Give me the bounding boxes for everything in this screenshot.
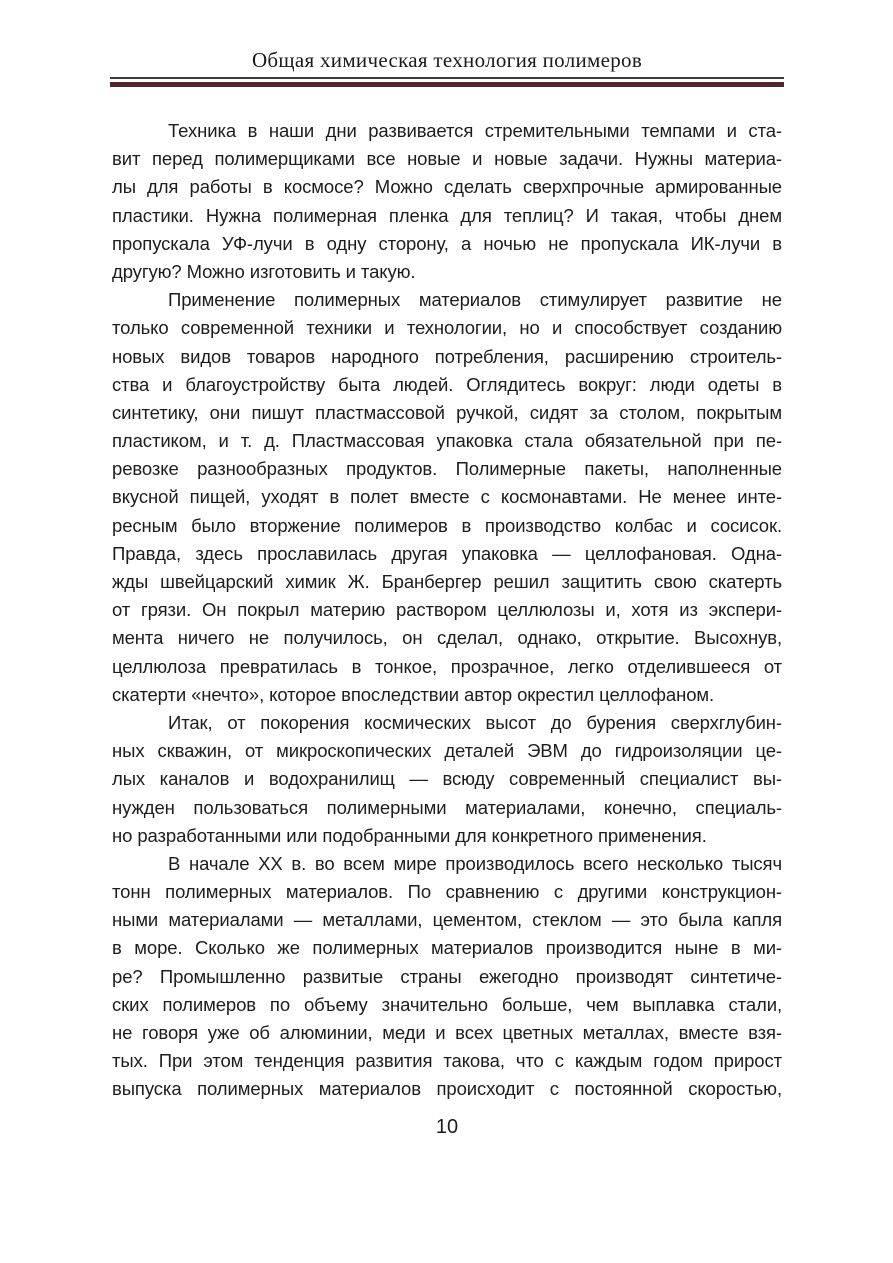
text-line: скатерти «нечто», которое впоследствии автор окрестил целлофаном. [112,683,715,705]
text-line: ными материалами — металлами, цементом, стеклом — это была капля [112,909,782,931]
paragraph [112,850,782,1104]
text-line: Итак, от покорения космических высот до бурения сверхглубин- [168,711,782,733]
text-line: выпуска полимерных материалов происходит с постоянной скоростью, [112,1078,782,1100]
text-line: мента ничего не получилось, он сделал, однако, открытие. Высохнув, [112,627,782,649]
header-title: Общая химическая технология полимеров [251,48,643,72]
text-line: синтетику, они пишут пластмассовой ручкой, сидят за столом, покрытым [112,401,782,423]
text-line: вит перед полимерщиками все новые и новые задачи. Нужны материа- [112,148,782,170]
text-line: Применение полимерных материалов стимулирует развитие не [168,289,782,311]
text-line: В начале XX в. во всем мире производилось всего несколько тысяч [168,852,782,874]
text-line: лых каналов и водохранилищ — всюду современный специалист вы- [112,768,782,790]
header-rule-thin [110,77,784,79]
text-line: пластиком, и т. д. Пластмассовая упаковка стала обязательной при пе- [112,430,782,452]
text-line: в море. Сколько же полимерных материалов производится ныне в ми- [112,937,782,959]
text-line: вкусной пищей, уходят в полет вместе с космонавтами. Не менее инте- [112,486,782,508]
text-line: нужден пользоваться полимерными материалами, конечно, специаль- [112,796,782,818]
paragraph [112,286,782,709]
text-line: другую? Можно изготовить и такую. [112,260,416,282]
text-line: Техника в наши дни развивается стремительными темпами и ста- [168,120,782,141]
paragraph [112,709,782,850]
text-line: ре? Промышленно развитые страны ежегодно производят синтетиче- [112,965,782,987]
paragraph [112,117,782,286]
header-rule-thick [110,82,784,87]
text-line: лы для работы в космосе? Можно сделать сверхпрочные армированные [112,176,782,198]
text-line: жды швейцарский химик Ж. Бранбергер решил защитить свою скатерть [112,571,782,592]
text-line: ревозке разнообразных продуктов. Полимерные пакеты, наполненные [112,458,782,480]
text-line: тонн полимерных материалов. По сравнению с другими конструкцион- [112,881,782,903]
text-line: пластики. Нужна полимерная пленка для теплиц? И такая, чтобы днем [112,204,782,226]
text-line: только современной техники и технологии, но и способствует созданию [112,317,782,339]
text-line: новых видов товаров народного потребления, расширению строитель- [112,345,782,367]
text-line: не говоря уже об алюминии, меди и всех цветных металлах, вместе взя- [112,1022,782,1043]
text-line: целлюлоза превратилась в тонкое, прозрачное, легко отделившееся от [112,655,782,677]
body-text [112,117,782,1104]
text-line: тых. При этом тенденция развития такова, что с каждым годом прирост [112,1050,782,1072]
text-line: ства и благоустройству быта людей. Оглядитесь вокруг: люди одеты в [112,373,782,395]
page-number: 10 [435,1116,459,1138]
text-line: ресным было вторжение полимеров в производство колбас и сосисок. [112,514,782,536]
text-line: пропускала УФ-лучи в одну сторону, а ночью не пропускала ИК-лучи в [112,232,782,254]
text-line: от грязи. Он покрыл материю раствором целлюлозы и, хотя из экспери- [112,599,782,621]
text-line: ских полимеров по объему значительно больше, чем выплавка стали, [112,993,782,1015]
text-line: Правда, здесь прославилась другая упаковка — целлофановая. Одна- [112,542,782,564]
text-line: но разработанными или подобранными для конкретного применения. [112,824,707,846]
text-line: ных скважин, от микроскопических деталей ЭВМ до гидроизоляции це- [112,740,782,762]
